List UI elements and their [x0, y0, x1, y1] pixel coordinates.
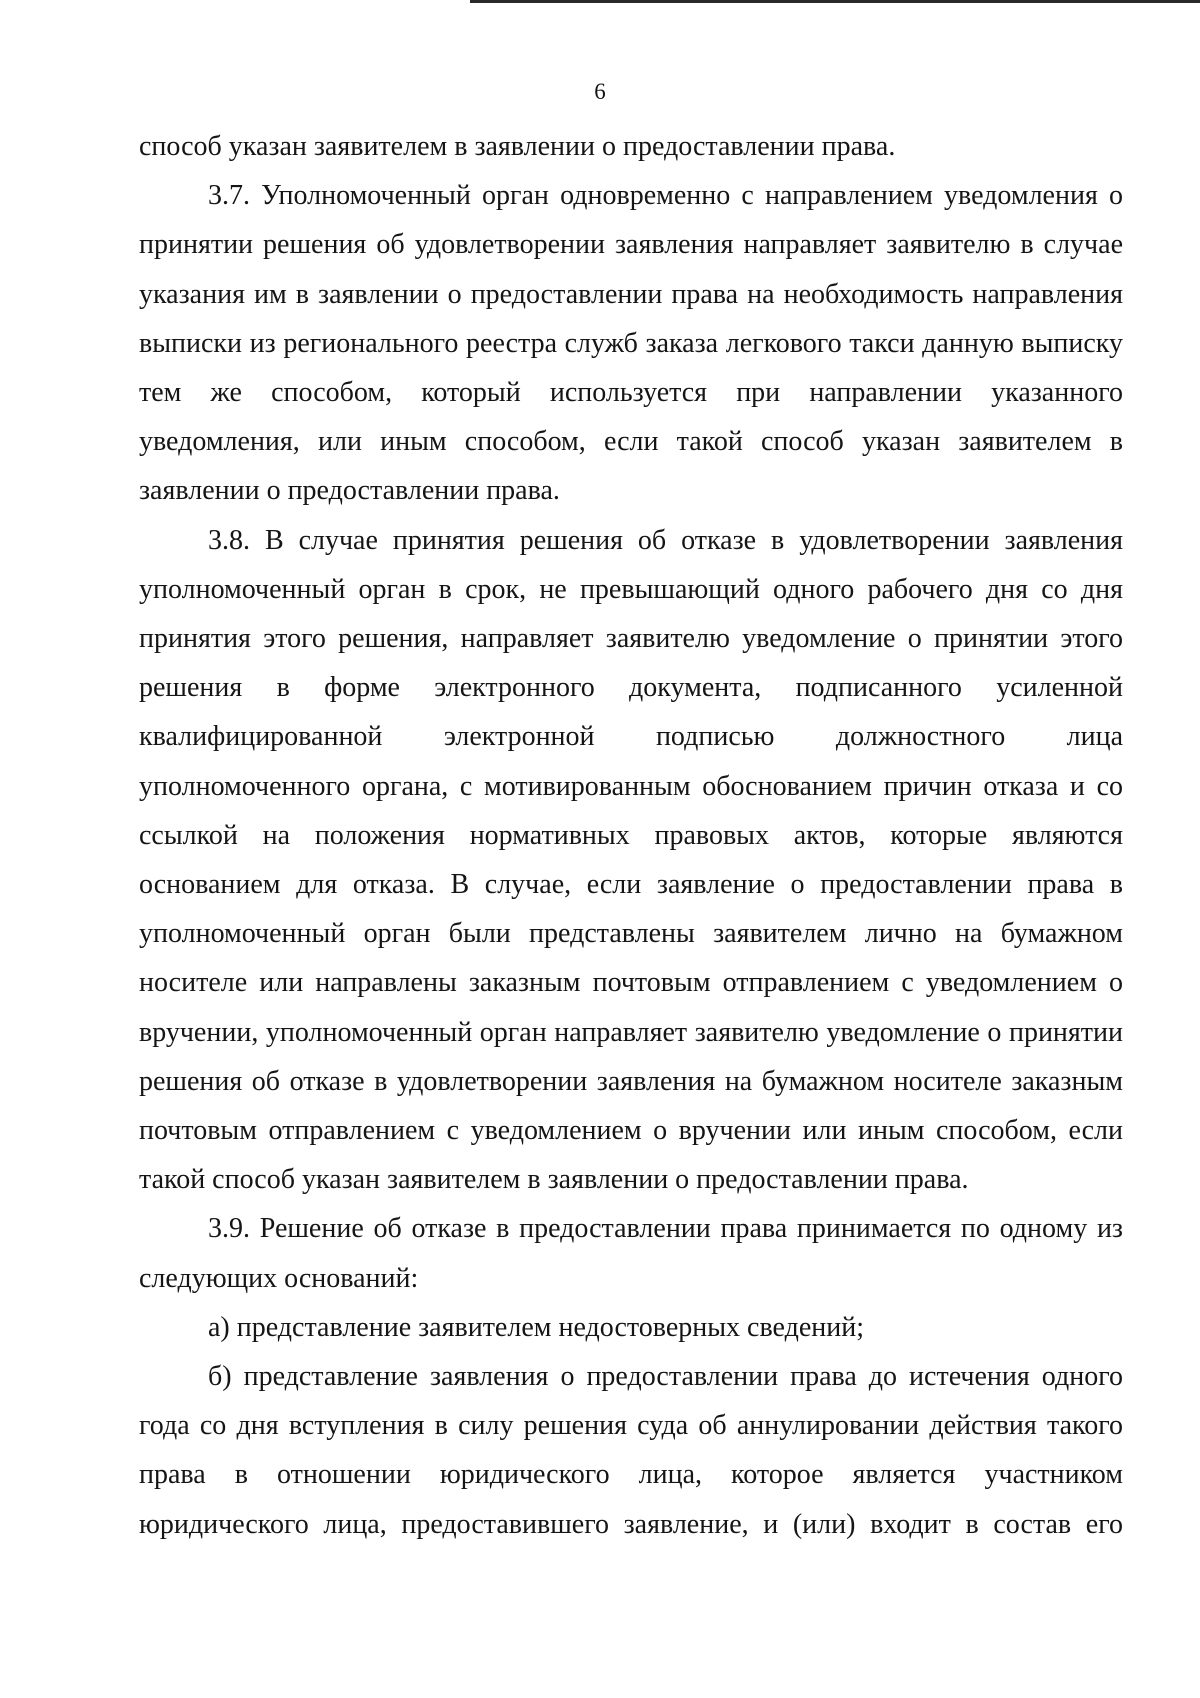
paragraph-3-9: 3.9. Решение об отказе в предоставлении права принимается по одному из следующих оснований:: [139, 1213, 1123, 1294]
paragraph-3-7: 3.7. Уполномоченный орган одновременно с направлением уведомления о принятии решения об удовлетворении заявления направляет заявителю в случае указания им в заявлении о предоставлении права на необходимость направления выписки из регионального реестра служб заказа легкового такси данную выписку тем же способом, который используется при направлении указанного уведомления, или иным способом, если такой способ указан заявителем в заявлении о предоставлении права.: [139, 180, 1123, 507]
list-item-b: б) представление заявления о предоставлении права до истечения одного года со дня вступления в силу решения суда об аннулировании действия такого права в отношении юридического лица, которое является участником юридического лица, предоставившего заявление, и (или) входит в состав его: [139, 1361, 1123, 1540]
list-item-a: а) представление заявителем недостоверных сведений;: [208, 1311, 864, 1343]
paragraph-continuation: способ указан заявителем в заявлении о предоставлении права.: [139, 131, 896, 162]
top-border-line: [470, 0, 1200, 3]
document-body: [139, 122, 1123, 1549]
paragraph-3-8: 3.8. В случае принятия решения об отказе в удовлетворении заявления уполномоченный орган в срок, не превышающий одного рабочего дня со дня принятия этого решения, направляет заявителю уведомление о принятии этого решения в форме электронного документа, подписанного усиленной квалифицированной электронной подписью должностного лица уполномоченного органа, с мотивированным обоснованием причин отказа и со ссылкой на положения нормативных правовых актов, которые являются основанием для отказа. В случае, если заявление о предоставлении права в уполномоченный орган были представлены заявителем лично на бумажном носителе или направлены заказным почтовым отправлением с уведомлением о вручении, уполномоченный орган направляет заявителю уведомление о принятии решения об отказе в удовлетворении заявления на бумажном носителе заказным почтовым отправлением с уведомлением о вручении или иным способом, если такой способ указан заявителем в заявлении о предоставлении права.: [139, 524, 1123, 1196]
page-number: 6: [594, 79, 606, 104]
